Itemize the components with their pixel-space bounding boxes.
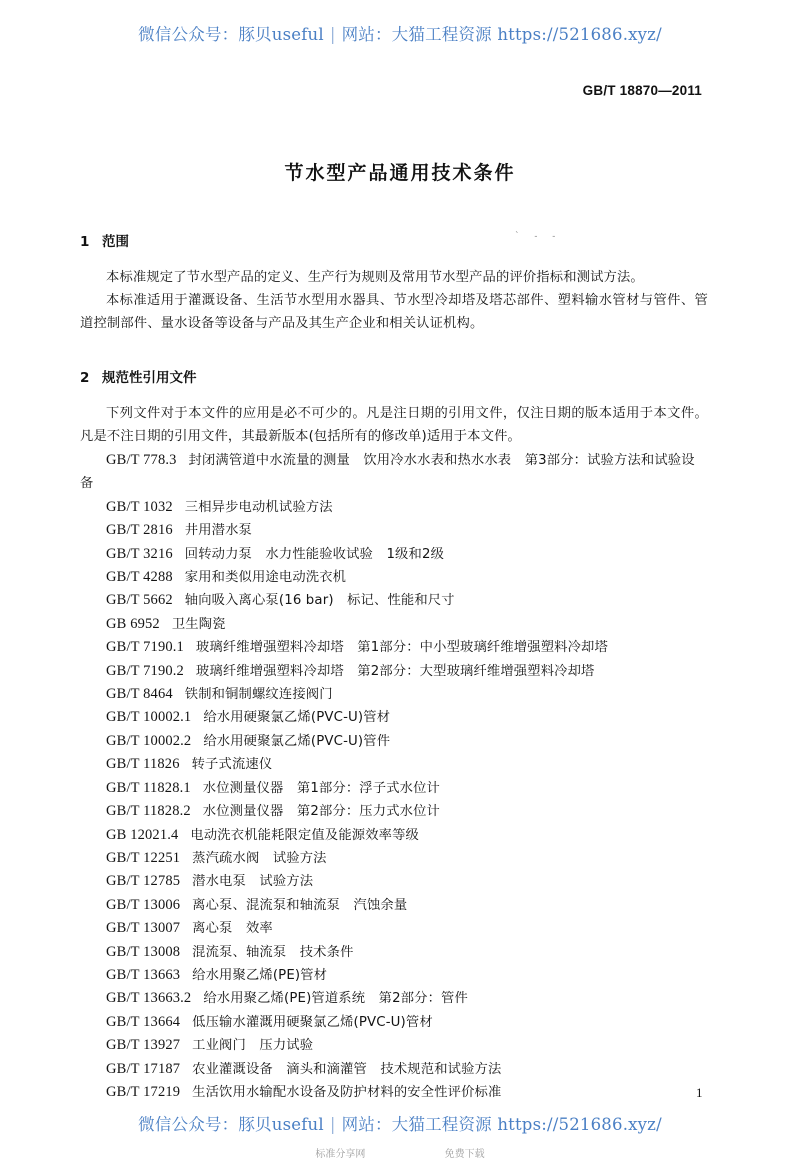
reference-title: 离心泵、混流泵和轴流泵 汽蚀余量	[192, 897, 408, 913]
reference-item	[80, 941, 708, 964]
reference-code: GB/T 13664	[106, 1013, 181, 1030]
scope-paragraph-1: 本标准规定了节水型产品的定义、生产行为规则及常用节水型产品的评价指标和测试方法。	[106, 270, 644, 285]
reference-code: GB/T 7190.1	[106, 639, 184, 656]
reference-item	[80, 1081, 708, 1104]
reference-title: 家用和类似用途电动洗衣机	[184, 570, 347, 586]
reference-code: GB 12021.4	[106, 826, 179, 843]
reference-item	[80, 777, 708, 800]
reference-title: 回转动力泵 水力性能验收试验 1级和2级	[184, 546, 445, 562]
wechat-watermark-text: 微信公众号：豚贝useful	[138, 1115, 324, 1134]
reference-title: 轴向吸入离心泵(16 bar) 标记、性能和尺寸	[184, 593, 455, 609]
reference-item	[80, 964, 708, 987]
reference-code: GB/T 10002.2	[106, 732, 192, 749]
reference-item	[80, 449, 708, 496]
reference-item	[80, 589, 708, 612]
reference-code: GB/T 11826	[106, 756, 180, 773]
bottom-watermark	[0, 1111, 800, 1135]
reference-title: 水位测量仪器 第1部分：浮子式水位计	[202, 780, 440, 796]
reference-item	[80, 636, 708, 659]
reference-item	[80, 870, 708, 893]
watermark-separator: |	[329, 25, 336, 44]
reference-item	[80, 1011, 708, 1034]
reference-code: GB/T 13927	[106, 1037, 181, 1054]
reference-code: GB/T 12785	[106, 873, 181, 890]
standard-code: GB/T 18870—2011	[582, 83, 702, 98]
top-watermark	[0, 21, 800, 45]
reference-title: 给水用硬聚氯乙烯(PVC-U)管件	[203, 733, 391, 749]
reference-code: GB/T 13663	[106, 966, 181, 983]
reference-item	[80, 660, 708, 683]
reference-code: GB/T 8464	[106, 686, 173, 703]
document-title: 节水型产品通用技术条件	[284, 162, 516, 184]
reference-item	[80, 706, 708, 729]
section-heading-scope	[80, 230, 129, 250]
reference-item	[80, 987, 708, 1010]
reference-item	[80, 519, 708, 542]
reference-title: 混流泵、轴流泵 技术条件	[192, 944, 354, 960]
reference-title: 三相异步电动机试验方法	[184, 499, 333, 515]
reference-title: 离心泵 效率	[192, 921, 273, 937]
page-number: 1	[696, 1085, 703, 1100]
reference-title: 封闭满管道中水流量的测量 饮用冷水水表和热水水表 第3部分：试验方法和试验设备	[80, 453, 695, 492]
footer-link-free-download[interactable]: 免费下载	[444, 1149, 485, 1160]
reference-title: 电动洗衣机能耗限定值及能源效率等级	[190, 827, 420, 843]
footer-links	[0, 1145, 800, 1160]
reference-code: GB 6952	[106, 615, 160, 632]
reference-item	[80, 496, 708, 519]
reference-code: GB/T 13008	[106, 943, 181, 960]
reference-title: 低压输水灌溉用硬聚氯乙烯(PVC-U)管材	[192, 1014, 433, 1030]
watermark-separator: |	[329, 1115, 336, 1134]
reference-code: GB/T 11828.1	[106, 779, 191, 796]
reference-item	[80, 543, 708, 566]
reference-code: GB/T 7190.2	[106, 662, 184, 679]
reference-code: GB/T 4288	[106, 569, 173, 586]
footer-link-standard-share[interactable]: 标准分享网	[315, 1149, 366, 1160]
reference-title: 水位测量仪器 第2部分：压力式水位计	[202, 804, 440, 820]
reference-item	[80, 613, 708, 636]
reference-title: 玻璃纤维增强塑料冷却塔 第1部分：中小型玻璃纤维增强塑料冷却塔	[195, 640, 608, 656]
scan-artifact: ` - -	[515, 232, 562, 242]
site-watermark-text: 网站：大猫工程资源 https://521686.xyz/	[341, 25, 662, 44]
section-number: 2	[80, 370, 90, 386]
section-heading-normative-references	[80, 366, 197, 386]
reference-title: 给水用聚乙烯(PE)管道系统 第2部分：管件	[203, 991, 468, 1007]
reference-title: 玻璃纤维增强塑料冷却塔 第2部分：大型玻璃纤维增强塑料冷却塔	[195, 663, 595, 679]
reference-item	[80, 730, 708, 753]
reference-item	[80, 894, 708, 917]
reference-code: GB/T 5662	[106, 592, 173, 609]
reference-title: 工业阀门 压力试验	[192, 1038, 314, 1054]
reference-item	[80, 847, 708, 870]
scope-paragraph-2: 本标准适用于灌溉设备、生活节水型用水器具、节水型冷却塔及塔芯部件、塑料输水管材与管件、管道控制部件、量水设备等设备与产品及其生产企业和相关认证机构。	[80, 293, 708, 331]
reference-title: 农业灌溉设备 滴头和滴灌管 技术规范和试验方法	[192, 1061, 502, 1077]
section-number: 1	[80, 234, 90, 250]
reference-item	[80, 683, 708, 706]
reference-title: 生活饮用水输配水设备及防护材料的安全性评价标准	[192, 1084, 502, 1100]
reference-code: GB/T 11828.2	[106, 803, 191, 820]
reference-item	[80, 800, 708, 823]
reference-code: GB/T 13006	[106, 896, 181, 913]
section-title: 范围	[102, 234, 129, 250]
reference-item	[80, 1034, 708, 1057]
reference-item	[80, 753, 708, 776]
reference-title: 蒸汽疏水阀 试验方法	[192, 850, 327, 866]
reference-title: 井用潜水泵	[184, 523, 252, 539]
section-title: 规范性引用文件	[102, 370, 197, 386]
reference-title: 铁制和铜制螺纹连接阀门	[184, 687, 333, 703]
reference-code: GB/T 1032	[106, 498, 173, 515]
references-intro-paragraph: 下列文件对于本文件的应用是必不可少的。凡是注日期的引用文件，仅注日期的版本适用于本文件。凡是不注日期的引用文件，其最新版本(包括所有的修改单)适用于本文件。	[80, 406, 708, 444]
reference-code: GB/T 13663.2	[106, 990, 192, 1007]
reference-title: 潜水电泵 试验方法	[192, 874, 314, 890]
reference-code: GB/T 17187	[106, 1060, 181, 1077]
wechat-watermark-text: 微信公众号：豚贝useful	[138, 25, 324, 44]
reference-item	[80, 824, 708, 847]
reference-list	[80, 449, 708, 1104]
reference-title: 卫生陶瓷	[171, 616, 226, 632]
reference-code: GB/T 17219	[106, 1083, 181, 1100]
reference-code: GB/T 13007	[106, 920, 181, 937]
reference-code: GB/T 2816	[106, 522, 173, 539]
reference-item	[80, 1058, 708, 1081]
reference-code: GB/T 778.3	[106, 452, 177, 468]
reference-code: GB/T 12251	[106, 849, 181, 866]
reference-item	[80, 566, 708, 589]
reference-item	[80, 917, 708, 940]
reference-code: GB/T 3216	[106, 545, 173, 562]
reference-title: 给水用聚乙烯(PE)管材	[192, 967, 328, 983]
reference-title: 给水用硬聚氯乙烯(PVC-U)管材	[203, 710, 391, 726]
site-watermark-text: 网站：大猫工程资源 https://521686.xyz/	[341, 1115, 662, 1134]
reference-title: 转子式流速仪	[191, 757, 273, 773]
reference-code: GB/T 10002.1	[106, 709, 192, 726]
